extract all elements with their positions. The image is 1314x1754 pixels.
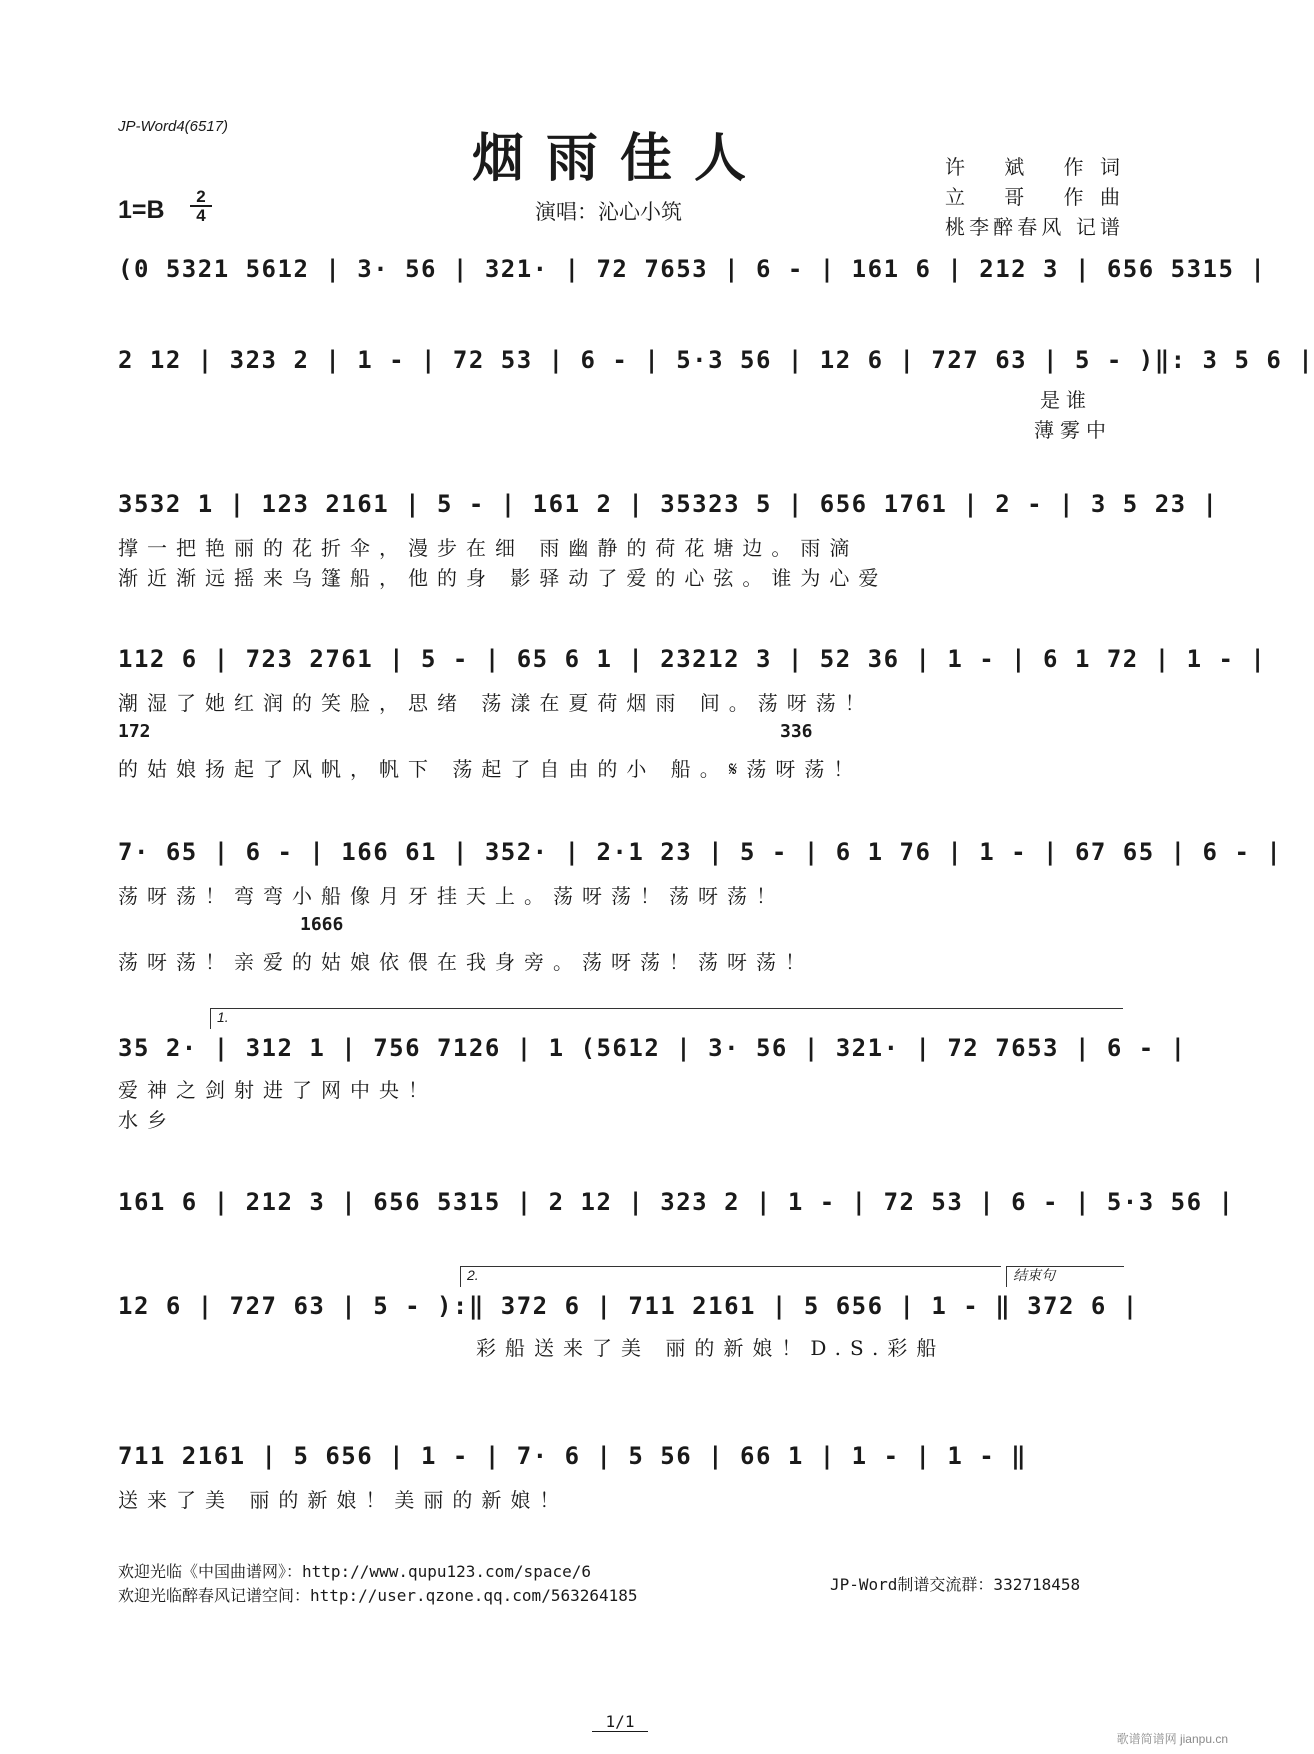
- lyric-verse-2: 荡呀荡！亲爱的姑娘依偎在我身旁。荡呀荡！荡呀荡！: [118, 950, 814, 974]
- song-title: 烟雨佳人: [471, 128, 768, 189]
- alternate-notes: 1666: [300, 914, 344, 935]
- notes: 112 6 | 723 2761 | 5 - | 65 6 1 | 23212 3 | 52 36 | 1 - | 6 1 72 | 1 - |: [118, 645, 1267, 673]
- lyric-verse-2: 渐近渐远摇来乌篷船，他的身 影驿动了爱的心弦。谁为心爱: [118, 566, 888, 590]
- transcriber-credit: 桃李醉春风 记谱: [945, 215, 1122, 239]
- credits: [945, 152, 1122, 242]
- lyric-verse-1: 撑一把艳丽的花折伞，漫步在细 雨幽静的荷花塘边。雨滴: [118, 536, 859, 560]
- lyric-verse-2: 水乡: [118, 1108, 176, 1132]
- key-signature: 1=B: [118, 196, 165, 224]
- notes: 161 6 | 212 3 | 656 5315 | 2 12 | 323 2 | 1 - | 72 53 | 6 - | 5·3 56 |: [118, 1188, 1235, 1216]
- time-signature-top: 2: [190, 188, 212, 207]
- alternate-notes: 172: [118, 721, 151, 742]
- notes: 35 2· | 312 1 | 756 7126 | 1 (5612 | 3· 56 | 321· | 72 7653 | 6 - |: [118, 1034, 1187, 1062]
- notes: 711 2161 | 5 656 | 1 - | 7· 6 | 5 56 | 66 1 | 1 - | 1 - ‖: [118, 1442, 1028, 1470]
- lyric-verse-1: 是谁: [1040, 388, 1092, 412]
- lyric-verse-1: 彩船送来了美 丽的新娘！D.S.彩船: [476, 1336, 946, 1360]
- volta-label: 1.: [217, 1009, 229, 1025]
- notes: 7· 65 | 6 - | 166 61 | 352· | 2·1 23 | 5 - | 6 1 76 | 1 - | 67 65 | 6 - |: [118, 838, 1283, 866]
- lyric-verse-1: 潮湿了她红润的笑脸，思绪 荡漾在夏荷烟雨 间。荡呀荡！: [118, 691, 874, 715]
- footer-links: [118, 1560, 638, 1608]
- lyric-verse-1: 荡呀荡！弯弯小船像月牙挂天上。荡呀荡！荡呀荡！: [118, 884, 785, 908]
- notes: 3532 1 | 123 2161 | 5 - | 161 2 | 35323 5 | 656 1761 | 2 - | 3 5 23 |: [118, 490, 1219, 518]
- volta-bracket-1: [210, 1008, 1123, 1029]
- footer-link-2[interactable]: 欢迎光临醉春风记谱空间：http://user.qzone.qq.com/563264185: [118, 1586, 638, 1605]
- footer-link-1[interactable]: 欢迎光临《中国曲谱网》：http://www.qupu123.com/space/6: [118, 1562, 591, 1581]
- page-number: [0, 1712, 1240, 1731]
- lyric-verse-2: 薄雾中: [1034, 418, 1112, 442]
- time-signature-bottom: 4: [196, 206, 206, 225]
- composer-credit: 立 哥 作曲: [945, 185, 1122, 209]
- notes: (0 5321 5612 | 3· 56 | 321· | 72 7653 | 6 - | 161 6 | 212 3 | 656 5315 |: [118, 255, 1267, 283]
- group-info: JP-Word制谱交流群：332718458: [830, 1575, 1081, 1594]
- lyric-verse-1: 送来了美 丽的新娘！美丽的新娘！: [118, 1488, 569, 1512]
- alternate-notes-2: 336: [780, 721, 813, 742]
- volta-bracket-2: [460, 1266, 1001, 1287]
- singer-credit: 演唱：沁心小筑: [535, 200, 682, 224]
- page-number-text: 1/1: [592, 1712, 649, 1732]
- coda-label: 结束句: [1013, 1267, 1055, 1283]
- notes: 2 12 | 323 2 | 1 - | 72 53 | 6 - | 5·3 56 | 12 6 | 727 63 | 5 - )‖: 3 5 6 |: [118, 346, 1314, 374]
- time-signature: [190, 188, 212, 224]
- lyric-verse-1: 爱神之剑射进了网中央！: [118, 1078, 437, 1102]
- coda-bracket: [1006, 1266, 1124, 1287]
- lyricist-credit: 许 斌 作词: [945, 155, 1122, 179]
- volta-label: 2.: [467, 1267, 479, 1283]
- notes: 12 6 | 727 63 | 5 - ):‖ 372 6 | 711 2161 | 5 656 | 1 - ‖ 372 6 |: [118, 1292, 1139, 1320]
- software-label: JP-Word4(6517): [118, 118, 229, 135]
- watermark: 歌谱简谱网 jianpu.cn: [1116, 1732, 1228, 1746]
- lyric-verse-2: 的姑娘扬起了风帆，帆下 荡起了自由的小 船。𝄋荡呀荡！: [118, 757, 863, 781]
